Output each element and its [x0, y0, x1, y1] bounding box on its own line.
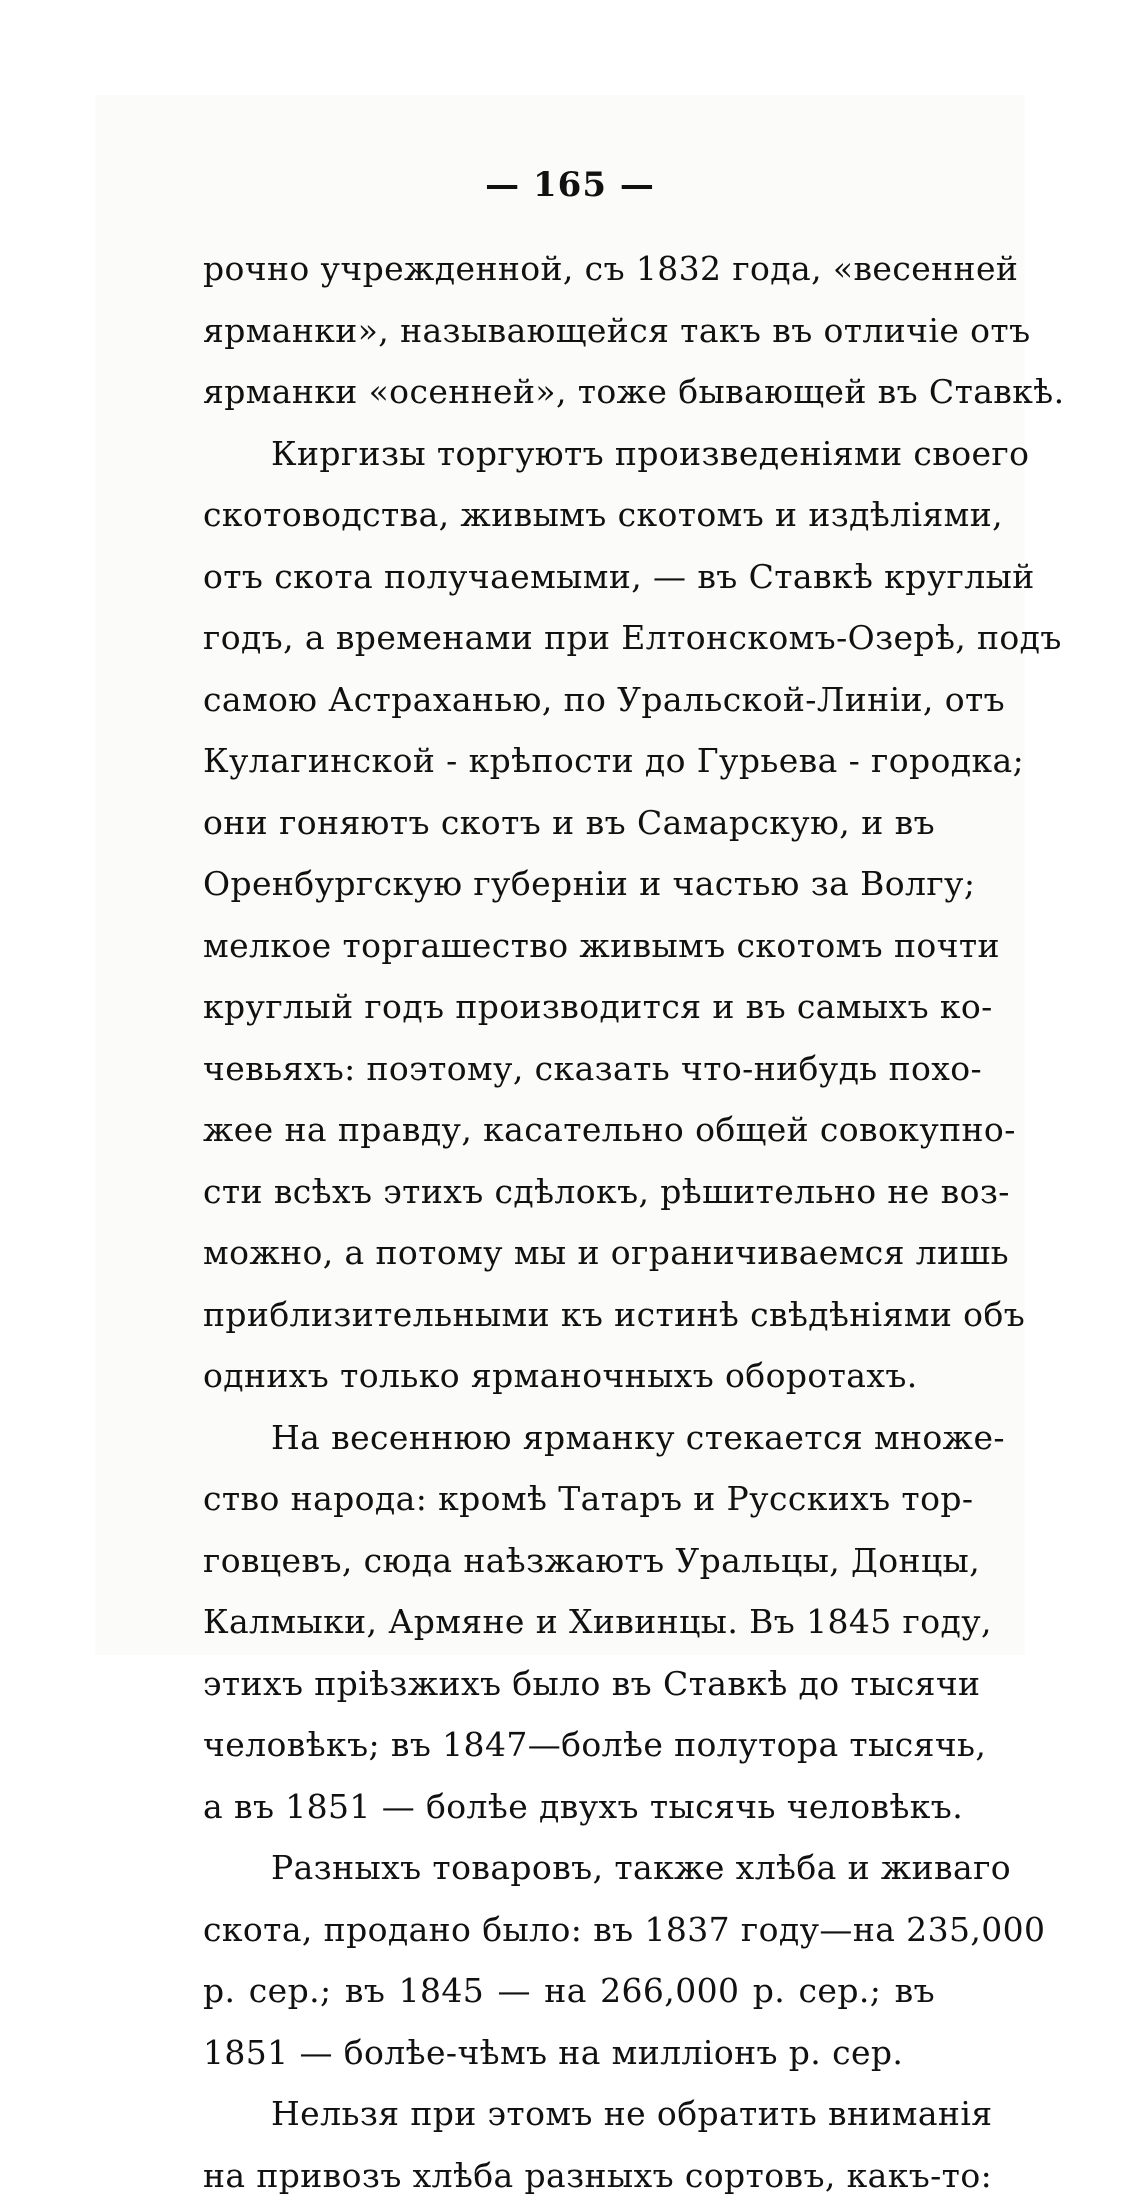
text-line: круглый годъ производится и въ самыхъ ко- — [203, 976, 935, 1038]
text-line: Нельзя при этомъ не обратить вниманія — [203, 2083, 935, 2145]
text-line: Кулагинской - крѣпости до Гурьева - городка; — [203, 730, 935, 792]
text-line: говцевъ, сюда наѣзжаютъ Уральцы, Донцы, — [203, 1530, 935, 1592]
text-line: мелкое торгашество живымъ скотомъ почти — [203, 915, 935, 977]
text-line: чевьяхъ: поэтому, сказать что-нибудь похо- — [203, 1038, 935, 1100]
text-line: человѣкъ; въ 1847—болѣе полутора тысячь, — [203, 1714, 935, 1776]
text-line: годъ, а временами при Елтонскомъ-Озерѣ, подъ — [203, 607, 935, 669]
text-line: однихъ только ярмaночныхъ оборотахъ. — [203, 1345, 935, 1407]
text-line: Киргизы торгуютъ произведеніями своего — [203, 423, 935, 485]
page-number-header: — 165 — — [0, 165, 1140, 205]
text-line: жее на правду, касательно общей совокупно- — [203, 1099, 935, 1161]
text-line: скотоводства, живымъ скотомъ и издѣліями, — [203, 484, 935, 546]
text-line: сти всѣхъ этихъ сдѣлокъ, рѣшительно не воз- — [203, 1161, 935, 1223]
text-line: Оренбургскую губерніи и частью за Волгу; — [203, 853, 935, 915]
text-line: ство народа: кромѣ Татаръ и Русскихъ тор- — [203, 1468, 935, 1530]
text-line: они гоняютъ скотъ и въ Самарскую, и въ — [203, 792, 935, 854]
text-line: а въ 1851 — болѣе двухъ тысячь человѣкъ. — [203, 1776, 935, 1838]
text-line: этихъ пріѣзжихъ было въ Ставкѣ до тысячи — [203, 1653, 935, 1715]
body-text — [203, 238, 935, 2206]
text-line: 1851 — болѣе-чѣмъ на милліонъ р. сер. — [203, 2022, 935, 2084]
text-line: Разныхъ товаровъ, также хлѣба и живаго — [203, 1837, 935, 1899]
text-line: на привозъ хлѣба разныхъ сортовъ, какъ-то: — [203, 2145, 935, 2206]
text-line: самою Астраханью, по Уральской-Линіи, отъ — [203, 669, 935, 731]
text-line: ярманки», называющейся такъ въ отличіе отъ — [203, 300, 935, 362]
text-line: р. сер.; въ 1845 — на 266,000 р. сер.; въ — [203, 1960, 935, 2022]
text-line: можно, а потому мы и ограничиваемся лишь — [203, 1222, 935, 1284]
text-line: Калмыки, Армяне и Хивинцы. Въ 1845 году, — [203, 1591, 935, 1653]
text-line: рочно учрежденной, съ 1832 года, «весенней — [203, 238, 935, 300]
text-line: На весеннюю ярманку стекается множе- — [203, 1407, 935, 1469]
text-line: ярманки «осенней», тоже бывающей въ Ставкѣ. — [203, 361, 935, 423]
text-line: отъ скота получаемыми, — въ Ставкѣ круглый — [203, 546, 935, 608]
text-line: скота, продано было: въ 1837 году—на 235,000 — [203, 1899, 935, 1961]
text-line: приблизительными къ истинѣ свѣдѣніями объ — [203, 1284, 935, 1346]
